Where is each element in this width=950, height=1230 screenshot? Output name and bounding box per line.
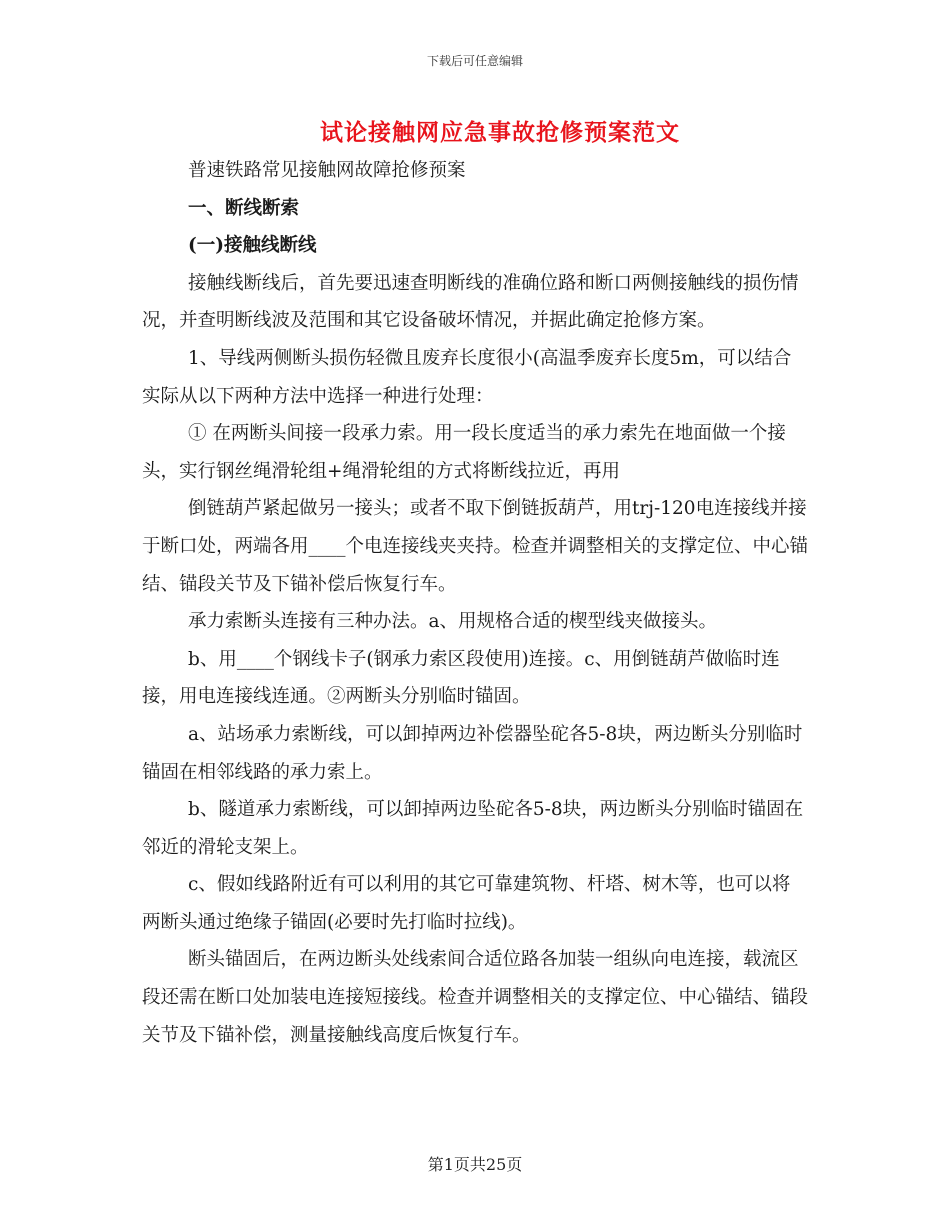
body-paragraph: a、站场承力索断线，可以卸掉两边补偿器坠砣各5-8块，两边断头分别临时锚固在相邻线路的承力索上。 <box>142 723 803 783</box>
body-paragraph: 倒链葫芦紧起做另一接头；或者不取下倒链扳葫芦，用trj-120电连接线并接于断口处，两端各用____个电连接线夹夹持。检查并调整相关的支撑定位、中心锚结、锚段关节及下锚补偿后恢复行车。 <box>142 498 809 595</box>
body-paragraph: 断头锚固后，在两边断头处线索间合适位路各加装一组纵向电连接，载流区段还需在断口处加装电连接短接线。检查并调整相关的支撑定位、中心锚结、锚段关节及下锚补偿，测量接触线高度后恢复行车。 <box>142 949 809 1046</box>
body-paragraph: 承力索断头连接有三种办法。a、用规格合适的楔型线夹做接头。 <box>188 611 718 633</box>
document-body <box>142 152 808 1054</box>
body-paragraph: c、假如线路附近有可以利用的其它可靠建筑物、杆塔、树木等，也可以将两断头通过绝缘子锚固(必要时先打临时拉线)。 <box>142 874 791 933</box>
body-paragraph: 接触线断线后，首先要迅速查明断线的准确位路和断口两侧接触线的损伤情况，并查明断线波及范围和其它设备破坏情况，并据此确定抢修方案。 <box>142 272 799 332</box>
body-paragraph: b、隧道承力索断线，可以卸掉两边坠砣各5-8块，两边断头分别临时锚固在邻近的滑轮支架上。 <box>142 799 804 858</box>
section-heading: 一、断线断索 <box>188 197 300 219</box>
page-footer: 第1页共25页 <box>427 1155 523 1174</box>
body-paragraph: b、用____个钢线卡子(钢承力索区段使用)连接。c、用倒链葫芦做临时连接，用电连接线连通。②两断头分别临时锚固。 <box>142 648 780 708</box>
body-paragraph: ① 在两断头间接一段承力索。用一段长度适当的承力索先在地面做一个接头，实行钢丝绳滑轮组+绳滑轮组的方式将断线拉近，再用 <box>142 423 786 482</box>
document-title: 试论接触网应急事故抢修预案范文 <box>320 119 680 146</box>
page-header-note: 下载后可任意编辑 <box>426 54 523 68</box>
subtitle-paragraph: 普速铁路常见接触网故障抢修预案 <box>188 160 466 181</box>
subsection-heading: (一)接触线断线 <box>188 235 317 257</box>
body-paragraph: 1、导线两侧断头损伤轻微且废弃长度很小(高温季废弃长度5m，可以结合实际从以下两种方法中选择一种进行处理： <box>142 347 792 407</box>
